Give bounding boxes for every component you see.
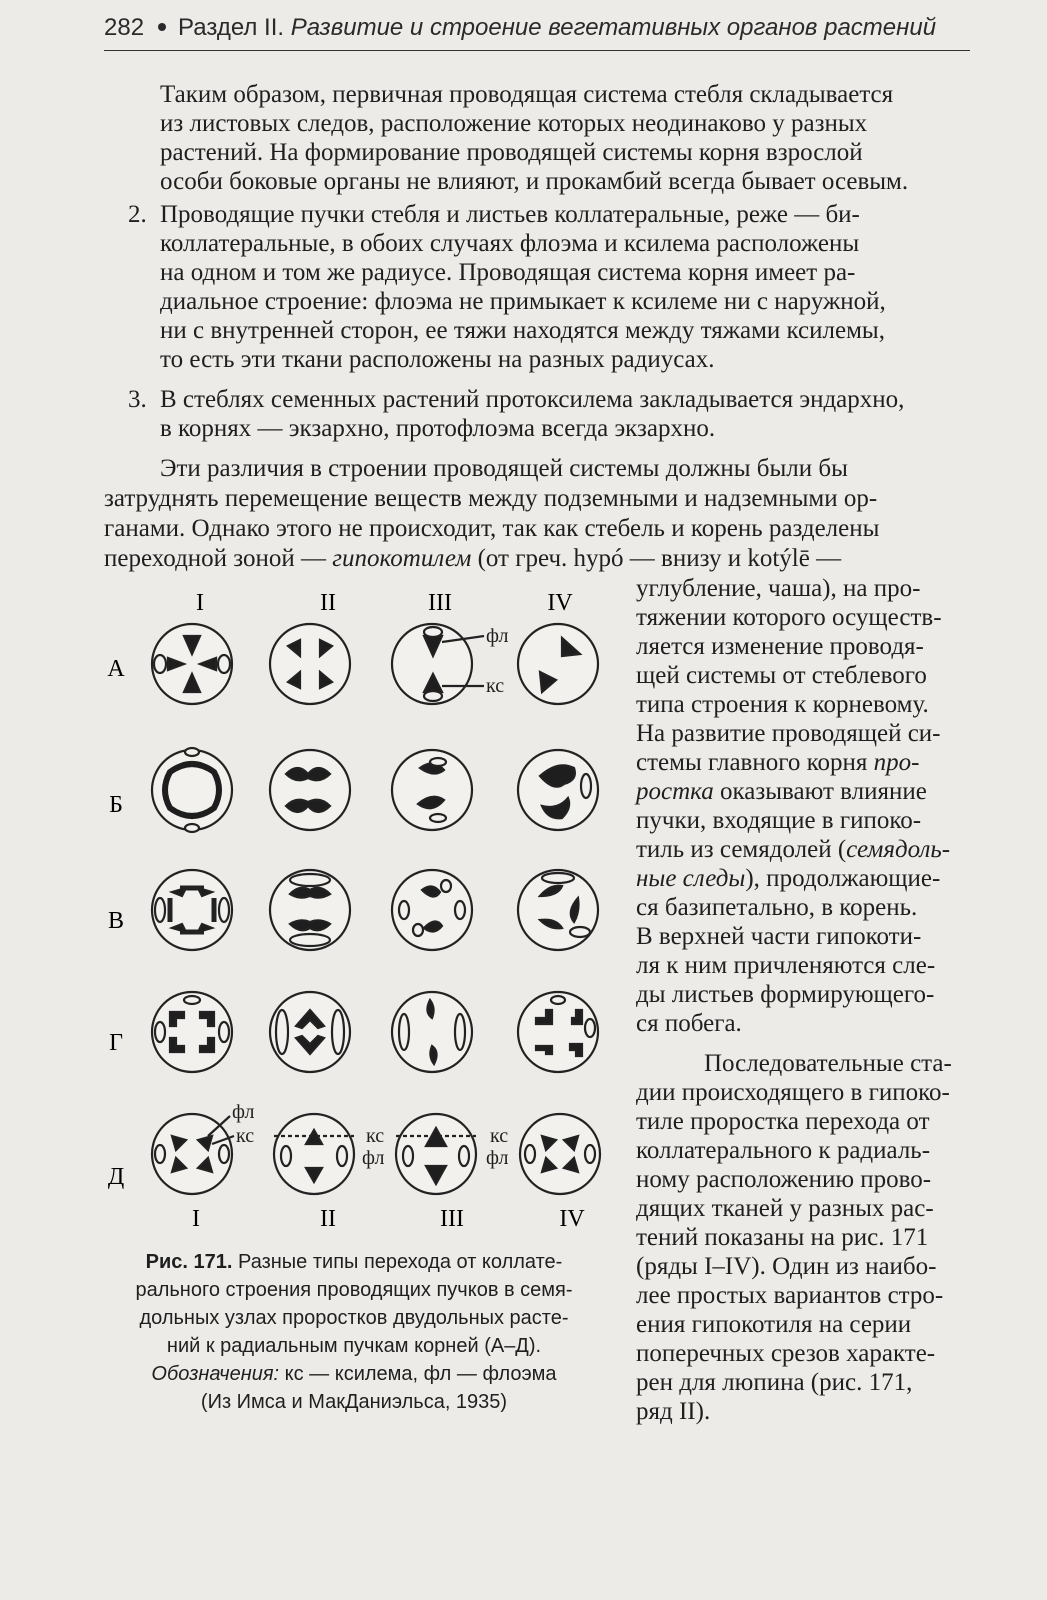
text-line: пучки, входящие в гипоко-	[636, 807, 922, 834]
text-line: из листовых следов, расположение которых неодинаково у разных	[160, 110, 868, 137]
list-number: 3.	[128, 386, 147, 413]
text-line	[636, 748, 919, 778]
text-line: Эти различия в строении проводящей системы должны были бы	[160, 455, 848, 482]
text-line: В стеблях семенных растений протоксилема закладывается эндархно,	[160, 386, 905, 413]
text-line	[104, 544, 841, 574]
term-hypocotyl: гипокотилем	[332, 545, 472, 572]
figure-number: Рис. 171.	[145, 1251, 233, 1273]
section-G-I	[152, 992, 232, 1072]
text-line: ганами. Однако этого не происходит, так как стебель и корень разделены	[104, 515, 880, 542]
row-label: Г	[109, 1030, 123, 1056]
column-label-top: I	[196, 590, 204, 616]
text-line: ения гипокотиля на серии	[636, 1311, 912, 1338]
legend-text: кс — ксилема, фл — флоэма	[284, 1363, 557, 1385]
section-G-III	[392, 992, 472, 1072]
caption-line: рального строения проводящих пучков в семя-	[135, 1279, 573, 1301]
text-line: Последовательные ста-	[704, 1050, 952, 1077]
text-line: лее простых вариантов стро-	[636, 1282, 944, 1309]
text-segment: оказывают влияние	[719, 778, 927, 805]
figure-caption	[104, 1248, 604, 1416]
text-line: затруднять перемещение веществ между подземными и надземными ор-	[104, 485, 878, 512]
section-V-I	[152, 870, 232, 950]
column-label-top: IV	[547, 590, 573, 616]
column-label-bottom: III	[440, 1206, 464, 1232]
text-line: тяжении которого осуществ-	[636, 604, 942, 631]
text-line	[636, 777, 927, 807]
section-V-II	[270, 870, 350, 950]
text-line: в корнях — экзархно, протофлоэма всегда экзархно.	[160, 415, 716, 442]
section-A-IV	[518, 624, 598, 704]
section-D-I	[152, 1114, 234, 1194]
column-label-bottom: IV	[559, 1206, 585, 1232]
text-line: на одном и том же радиусе. Проводящая система корня имеет ра-	[160, 259, 856, 286]
text-segment: тиль из семядолей (	[636, 836, 847, 863]
text-line: щей системы от стеблевого	[636, 662, 927, 689]
bullet-dot	[158, 23, 166, 31]
text-line: ля к ним причленяются сле-	[636, 952, 936, 979]
chapter-title: Развитие и строение вегетативных органов растений	[290, 14, 937, 41]
text-line: Таким образом, первичная проводящая система стебля складывается	[160, 81, 894, 108]
label-phloem: фл	[362, 1147, 385, 1169]
caption-source: (Из Имса и МакДаниэльса, 1935)	[200, 1391, 508, 1413]
section-A-III	[392, 624, 484, 704]
text-line: ляется изменение проводя-	[636, 633, 924, 660]
text-line: типа строения к корневому.	[636, 691, 929, 718]
text-line: диальное строение: флоэма не примыкает к ксилеме ни с наружной,	[160, 288, 886, 315]
text-line: дии происходящего в гипоко-	[636, 1079, 950, 1106]
text-line: то есть эти ткани расположены на разных радиусах.	[160, 346, 715, 373]
text-segment: стемы главного корня	[636, 749, 868, 776]
section-G-IV	[518, 992, 598, 1072]
section-B-III	[392, 750, 472, 830]
text-line: растений. На формирование проводящей системы корня взрослой	[160, 139, 863, 166]
text-line: ному расположению прово-	[636, 1166, 932, 1193]
text-line: тений показаны на рис. 171	[636, 1224, 929, 1251]
text-segment: переходной зоной —	[104, 545, 327, 572]
running-header	[104, 14, 970, 54]
section-G-II	[270, 992, 350, 1072]
caption-line: ний к радиальным пучкам корней (А–Д).	[166, 1335, 542, 1357]
page-number: 282	[104, 14, 145, 41]
section-D-II	[274, 1114, 354, 1194]
section-V-IV	[518, 870, 598, 950]
term-sprout-cont: ростка	[636, 778, 714, 805]
list-number: 2.	[128, 201, 147, 228]
caption-line: дольных узлах проростков двудольных расте-	[139, 1307, 569, 1329]
label-xylem: кс	[490, 1125, 509, 1147]
text-line	[636, 864, 940, 894]
text-line	[636, 835, 950, 865]
text-segment: ), продолжающие-	[745, 865, 941, 892]
term-sprout: про-	[873, 749, 920, 776]
column-label-top: III	[428, 590, 452, 616]
label-xylem: кс	[236, 1125, 255, 1147]
text-line: ся базипетально, в корень.	[636, 894, 918, 921]
label-phloem: фл	[486, 625, 509, 647]
text-line: ни с внутренней сторон, ее тяжи находятся между тяжами ксилемы,	[160, 317, 885, 344]
text-line: дящих тканей у разных рас-	[636, 1195, 934, 1222]
text-line: (ряды I–IV). Один из наибо-	[636, 1253, 937, 1280]
row-label: Б	[109, 792, 123, 818]
section-label: Раздел II.	[178, 14, 285, 41]
section-A-II	[270, 624, 350, 704]
text-line: На развитие проводящей си-	[636, 720, 941, 747]
text-line: Проводящие пучки стебля и листьев коллатеральные, реже — би-	[160, 201, 860, 228]
text-line: коллатерального к радиаль-	[636, 1137, 931, 1164]
caption-legend	[104, 1360, 604, 1388]
text-line: ды листьев формирующего-	[636, 981, 935, 1008]
section-V-III	[392, 870, 472, 950]
caption-text: Разные типы перехода от коллате-	[238, 1251, 563, 1273]
section-D-IV	[520, 1114, 600, 1194]
text-line: В верхней части гипокоти-	[636, 923, 922, 950]
section-A-I	[152, 624, 232, 704]
term-cotyledon-traces-cont: ные следы	[636, 865, 746, 892]
text-line: особи боковые органы не влияют, и прокамбий всегда бывает осевым.	[160, 168, 909, 195]
section-D-III	[396, 1114, 476, 1194]
term-cotyledon-traces: семядоль-	[846, 836, 951, 863]
text-line: ся побега.	[636, 1010, 742, 1037]
label-xylem: кс	[366, 1125, 385, 1147]
column-label-bottom: II	[320, 1206, 336, 1232]
label-phloem: фл	[232, 1101, 255, 1123]
text-line: коллатеральные, в обоих случаях флоэма и ксилема расположены	[160, 230, 860, 257]
text-line: рен для люпина (рис. 171,	[636, 1369, 913, 1396]
text-segment: (от греч. hypó — внизу и kotýlē —	[477, 545, 842, 572]
section-B-I	[152, 748, 232, 832]
label-xylem: кс	[486, 675, 505, 697]
text-line: поперечных срезов характе-	[636, 1340, 936, 1367]
header-rule	[104, 50, 970, 51]
caption-line	[104, 1248, 604, 1276]
legend-term: Обозначения:	[151, 1363, 280, 1385]
text-line: тиле проростка перехода от	[636, 1108, 930, 1135]
column-label-top: II	[320, 590, 336, 616]
section-B-II	[270, 750, 350, 830]
text-line: ряд II).	[636, 1398, 711, 1425]
row-label: А	[107, 656, 125, 682]
text-line: углубление, чаша), на про-	[636, 575, 921, 602]
row-label: В	[107, 908, 125, 934]
label-phloem: фл	[486, 1147, 509, 1169]
figure-171-diagram	[100, 580, 620, 1240]
column-label-bottom: I	[192, 1206, 200, 1232]
row-label: Д	[107, 1164, 125, 1190]
section-B-IV	[518, 750, 598, 830]
